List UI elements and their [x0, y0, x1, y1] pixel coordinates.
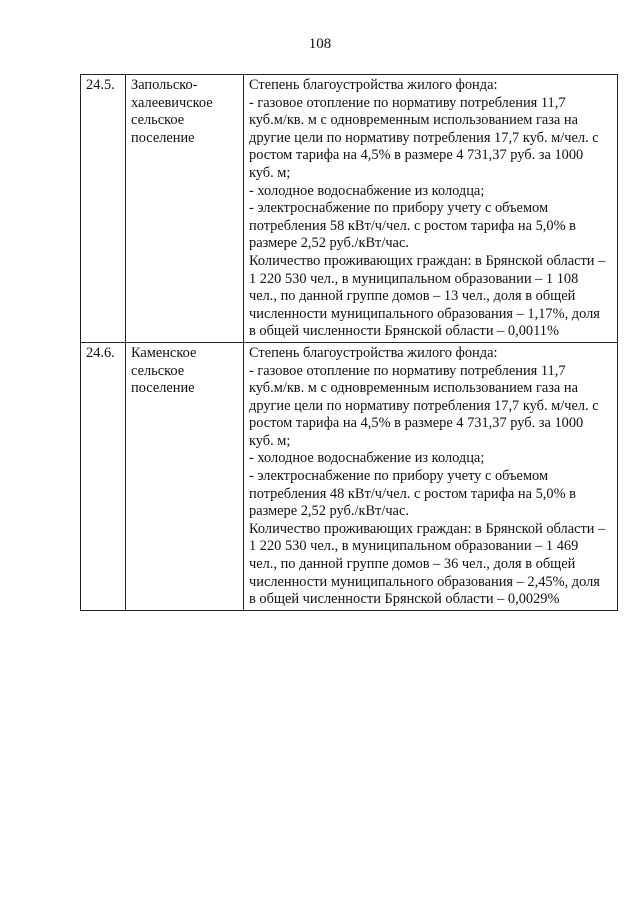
- description-line: размере 2,52 руб./кВт/час.: [249, 503, 409, 520]
- description-line: Степень благоустройства жилого фонда:: [249, 344, 498, 361]
- description-line: куб.м/кв. м с одновременным использованием газа на: [249, 380, 579, 397]
- description-line: потребления 48 кВт/ч/чел. с ростом тарифа на 5,0% в: [249, 485, 576, 502]
- settlement-name-line: поселение: [131, 380, 195, 397]
- settlement-name-line: Запольско-: [131, 77, 198, 93]
- description-line: Количество проживающих граждан: в Брянской области –: [249, 520, 606, 537]
- table-row: [81, 342, 618, 610]
- settlement-name-line: поселение: [131, 129, 195, 146]
- description-line: в общей численности Брянской области – 0,0029%: [249, 591, 560, 608]
- settlement-name-line: сельское: [131, 362, 185, 379]
- description-cell: [244, 342, 618, 610]
- settlement-name-line: халеевичское: [131, 94, 213, 111]
- table-body: [81, 75, 618, 611]
- row-number-cell: 24.5.: [81, 75, 126, 343]
- description-line: чел., по данной группе домов – 13 чел., доля в общей: [249, 288, 576, 305]
- settlement-name-line: Каменское: [131, 344, 197, 361]
- description-line: 1 220 530 чел., в муниципальном образовании – 1 469: [249, 538, 579, 555]
- settlement-name-cell: [126, 342, 244, 610]
- description-line: куб.м/кв. м с одновременным использованием газа на: [249, 112, 579, 129]
- description-line: другие цели по нормативу потребления 17,7 куб. м/чел. с: [249, 129, 599, 146]
- description-line: 1 220 530 чел., в муниципальном образовании – 1 108: [249, 270, 579, 287]
- description-line: - холодное водоснабжение из колодца;: [249, 450, 485, 467]
- page-number: 108: [308, 36, 332, 52]
- description-line: - холодное водоснабжение из колодца;: [249, 182, 485, 199]
- description-line: чел., по данной группе домов – 36 чел., доля в общей: [249, 556, 576, 573]
- description-line: размере 2,52 руб./кВт/час.: [249, 235, 409, 252]
- description-cell: [244, 75, 618, 343]
- settlement-name-line: сельское: [131, 112, 185, 129]
- description-line: в общей численности Брянской области – 0,0011%: [249, 323, 559, 340]
- description-line: ростом тарифа на 4,5% в размере 4 731,37 руб. за 1000: [249, 415, 584, 432]
- description-line: - электроснабжение по прибору учету с объемом: [249, 200, 549, 217]
- description-line: - газовое отопление по нормативу потребления 11,7: [249, 362, 566, 379]
- settlement-name-cell: [126, 75, 244, 343]
- description-line: куб. м;: [249, 164, 291, 181]
- description-line: численности муниципального образования – 2,45%, доля: [249, 573, 600, 590]
- tariff-table: [80, 74, 618, 611]
- description-line: Количество проживающих граждан: в Брянской области –: [249, 252, 606, 269]
- description-line: потребления 58 кВт/ч/чел. с ростом тарифа на 5,0% в: [249, 217, 576, 234]
- description-line: - газовое отопление по нормативу потребления 11,7: [249, 94, 566, 111]
- row-number-cell: 24.6.: [81, 342, 126, 610]
- description-line: Степень благоустройства жилого фонда:: [249, 77, 498, 93]
- table-row: [81, 75, 618, 343]
- description-line: другие цели по нормативу потребления 17,7 куб. м/чел. с: [249, 397, 599, 414]
- description-line: - электроснабжение по прибору учету с объемом: [249, 468, 549, 485]
- description-line: численности муниципального образования – 1,17%, доля: [249, 305, 600, 322]
- description-line: ростом тарифа на 4,5% в размере 4 731,37 руб. за 1000: [249, 147, 584, 164]
- description-line: куб. м;: [249, 432, 291, 449]
